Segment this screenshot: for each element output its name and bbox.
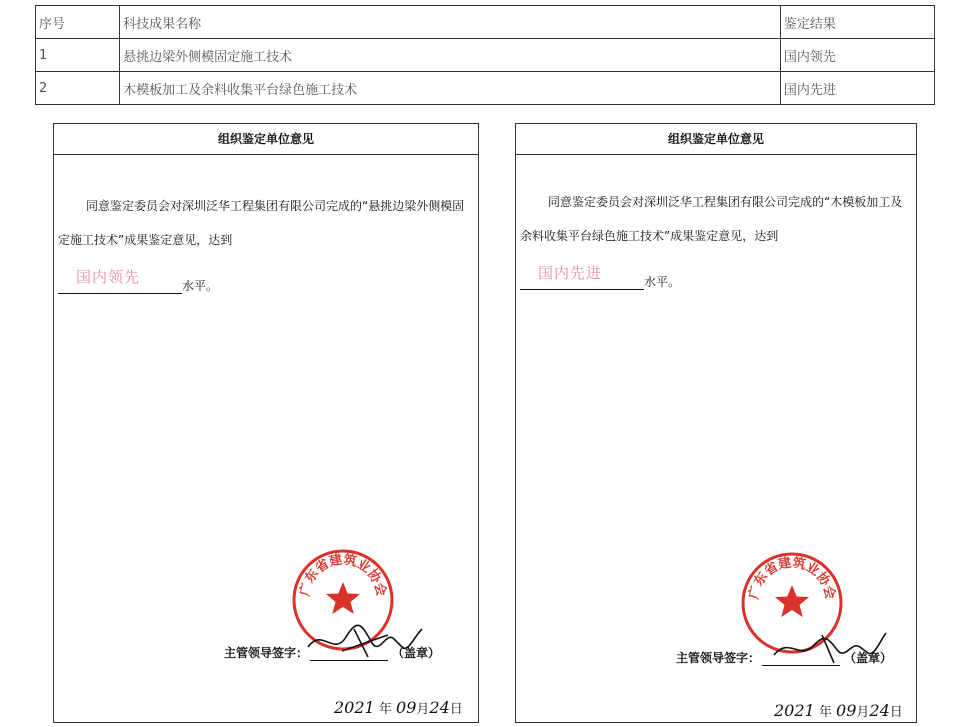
date-month: 09 — [396, 698, 417, 717]
level-suffix: 水平。 — [182, 279, 219, 293]
level-handwritten-stamp: 国内领先 — [76, 268, 141, 286]
sign-label: 主管领导签字： — [676, 651, 761, 665]
cell-result: 国内先进 — [780, 72, 934, 105]
opinion-form-1 — [53, 123, 479, 723]
results-table — [35, 5, 935, 105]
stamp-label: （盖章） — [844, 651, 893, 665]
opinion-paragraph: 同意鉴定委员会对深圳泛华工程集团有限公司完成的“悬挑边梁外侧模固定施工技术”成果鉴定意见，达到 — [58, 199, 465, 247]
level-blank — [58, 268, 182, 294]
table-row — [36, 39, 935, 72]
level-line — [520, 264, 681, 290]
star-icon — [326, 582, 360, 614]
cell-name: 悬挑边梁外侧模固定施工技术 — [120, 39, 781, 72]
date-line — [334, 698, 463, 717]
date-day: 24 — [429, 698, 450, 717]
level-line — [58, 268, 219, 294]
table-row — [36, 72, 935, 105]
cell-index: 2 — [36, 72, 120, 105]
date-year-unit: 年 — [818, 705, 832, 720]
signature-line — [676, 649, 892, 666]
cell-index: 1 — [36, 39, 120, 72]
date-day: 24 — [869, 701, 890, 720]
level-handwritten-stamp: 国内先进 — [538, 264, 603, 282]
level-blank — [520, 264, 644, 290]
seal-text: 广东省建筑业协会 — [746, 555, 838, 601]
star-icon — [775, 585, 809, 617]
opinion-form-2 — [515, 123, 917, 723]
date-month: 09 — [836, 701, 857, 720]
date-year: 2021 — [334, 698, 375, 717]
opinion-paragraph: 同意鉴定委员会对深圳泛华工程集团有限公司完成的“木模板加工及余料收集平台绿色施工技术”成果鉴定意见，达到 — [520, 195, 903, 243]
header-cell-result: 鉴定结果 — [780, 6, 934, 39]
sign-label: 主管领导签字： — [224, 646, 309, 660]
date-month-unit: 月 — [416, 702, 430, 717]
sign-blank — [762, 653, 840, 666]
table-header-row — [36, 6, 935, 39]
form-body — [516, 155, 916, 722]
date-year-unit: 年 — [378, 702, 392, 717]
date-year: 2021 — [774, 701, 815, 720]
level-suffix: 水平。 — [644, 275, 681, 289]
form-title: 组织鉴定单位意见 — [54, 124, 478, 155]
signature-line — [224, 644, 440, 661]
form-body — [54, 155, 478, 722]
seal-text: 广东省建筑业协会 — [297, 552, 389, 598]
stamp-label: （盖章） — [392, 646, 441, 660]
form-title: 组织鉴定单位意见 — [516, 124, 916, 155]
sign-blank — [310, 648, 388, 661]
header-cell-index: 序号 — [36, 6, 120, 39]
header-cell-name: 科技成果名称 — [120, 6, 781, 39]
cell-result: 国内领先 — [780, 39, 934, 72]
date-day-unit: 日 — [889, 705, 903, 720]
date-line — [774, 701, 903, 720]
cell-name: 木模板加工及余料收集平台绿色施工技术 — [120, 72, 781, 105]
date-day-unit: 日 — [449, 702, 463, 717]
date-month-unit: 月 — [856, 705, 870, 720]
